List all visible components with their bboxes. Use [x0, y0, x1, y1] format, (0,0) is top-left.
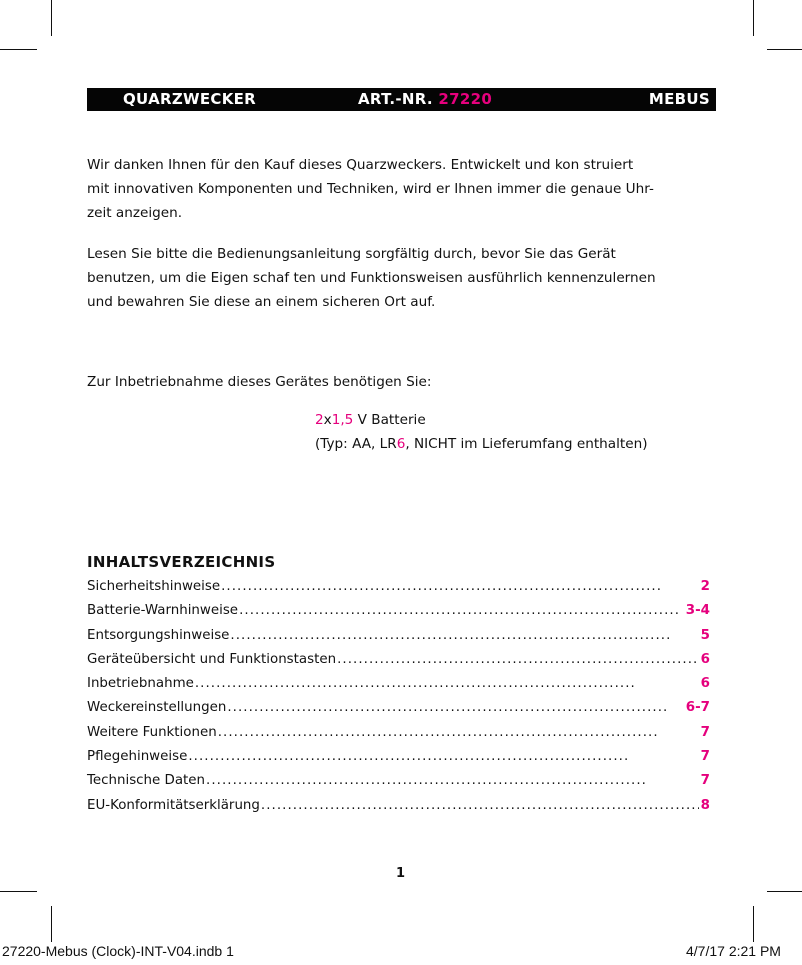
toc-item-page: 6 — [700, 651, 710, 667]
toc-item[interactable] — [87, 721, 710, 745]
toc-leader — [220, 575, 699, 599]
crop-mark — [753, 906, 754, 942]
print-slug-date: 4/7/17 2:21 PM — [686, 943, 781, 959]
crop-mark — [0, 49, 37, 50]
crop-mark — [767, 49, 802, 50]
toc-leader — [226, 696, 683, 720]
toc-leader — [217, 721, 699, 745]
toc-item-label: Pflegehinweise — [87, 749, 188, 765]
battery-type-line — [315, 432, 648, 456]
intro-paragraph-2 — [87, 242, 727, 314]
toc-leader — [260, 794, 699, 818]
toc-item-page: 6-7 — [685, 700, 710, 716]
product-title: QUARZWECKER — [123, 90, 257, 108]
text-line: benutzen, um die Eigen schaf ten und Funktionsweisen ausführlich kennenzulernen — [87, 270, 656, 286]
text-line: und bewahren Sie diese an einem sicheren Ort auf. — [87, 294, 436, 310]
toc-leader — [187, 745, 698, 769]
toc-item-label: Technische Daten — [87, 773, 206, 789]
toc-item-label: Sicherheitshinweise — [87, 579, 221, 594]
battery-line — [315, 408, 426, 432]
battery-type-suffix: , NICHT im Lieferumfang enthalten) — [405, 436, 648, 452]
requirements-label: Zur Inbetriebnahme dieses Gerätes benötigen Sie: — [87, 374, 432, 390]
toc-item-page: 6 — [700, 676, 710, 692]
text-line: mit innovativen Komponenten und Techniken, wird er Ihnen immer die genaue Uhr- — [87, 181, 654, 197]
text-line: Wir danken Ihnen für den Kauf dieses Quarzweckers. Entwickelt und kon struiert — [87, 157, 634, 173]
crop-mark — [0, 891, 37, 892]
toc-item-label: Geräteübersicht und Funktionstasten — [87, 651, 337, 667]
crop-mark — [767, 891, 802, 892]
toc-title: INHALTSVERZEICHNIS — [87, 553, 276, 571]
toc-item-page: 2 — [700, 579, 710, 594]
toc-item[interactable] — [87, 769, 710, 793]
toc-item-page: 7 — [700, 724, 710, 740]
toc-item-page: 5 — [700, 627, 710, 643]
toc-item-label: Batterie-Warnhinweise — [87, 603, 239, 619]
toc-leader — [229, 624, 698, 648]
battery-type-code: 6 — [396, 436, 406, 452]
toc-item-label: EU-Konformitätserklärung — [87, 797, 260, 813]
toc-item-label: Weitere Funktionen — [87, 724, 217, 740]
print-slug-file: 27220-Mebus (Clock)-INT-V04.indb 1 — [2, 943, 234, 959]
toc-item[interactable] — [87, 599, 710, 623]
toc-leader — [336, 648, 699, 672]
toc-item-page: 7 — [700, 749, 710, 765]
toc-item[interactable] — [87, 575, 710, 599]
crop-mark — [51, 906, 52, 942]
toc-leader — [238, 599, 684, 623]
article-number-value: 27220 — [438, 90, 493, 108]
battery-type-prefix: (Typ: AA, LR — [315, 436, 397, 452]
battery-times: x — [323, 412, 332, 428]
toc-item[interactable] — [87, 696, 710, 720]
toc-item[interactable] — [87, 648, 710, 672]
toc-leader — [194, 672, 699, 696]
toc-item-label: Entsorgungshinweise — [87, 627, 230, 643]
battery-text: V Batterie — [357, 412, 426, 428]
text-line: zeit anzeigen. — [87, 205, 183, 221]
toc-item-label: Weckereinstellungen — [87, 700, 227, 716]
page-number: 1 — [396, 866, 406, 881]
toc-item-label: Inbetriebnahme — [87, 676, 194, 692]
toc-item[interactable] — [87, 745, 710, 769]
toc-item[interactable] — [87, 794, 710, 818]
crop-mark — [51, 0, 52, 36]
toc-leader — [205, 769, 699, 793]
toc-item-page: 8 — [700, 797, 710, 813]
brand-name: MEBUS — [648, 90, 710, 108]
toc-item-page: 7 — [700, 773, 710, 789]
article-number-prefix: ART.-NR. — [358, 90, 433, 108]
article-number — [358, 88, 492, 111]
toc-item-page: 3-4 — [685, 603, 710, 619]
text-line: Lesen Sie bitte die Bedienungsanleitung sorgfältig durch, bevor Sie das Gerät — [87, 246, 616, 262]
battery-count: 2 — [315, 412, 324, 428]
battery-voltage: 1,5 — [331, 412, 354, 428]
crop-mark — [753, 0, 754, 36]
table-of-contents — [87, 575, 710, 818]
header-bar — [87, 88, 716, 111]
toc-item[interactable] — [87, 672, 710, 696]
intro-paragraph-1 — [87, 153, 727, 225]
toc-item[interactable] — [87, 624, 710, 648]
